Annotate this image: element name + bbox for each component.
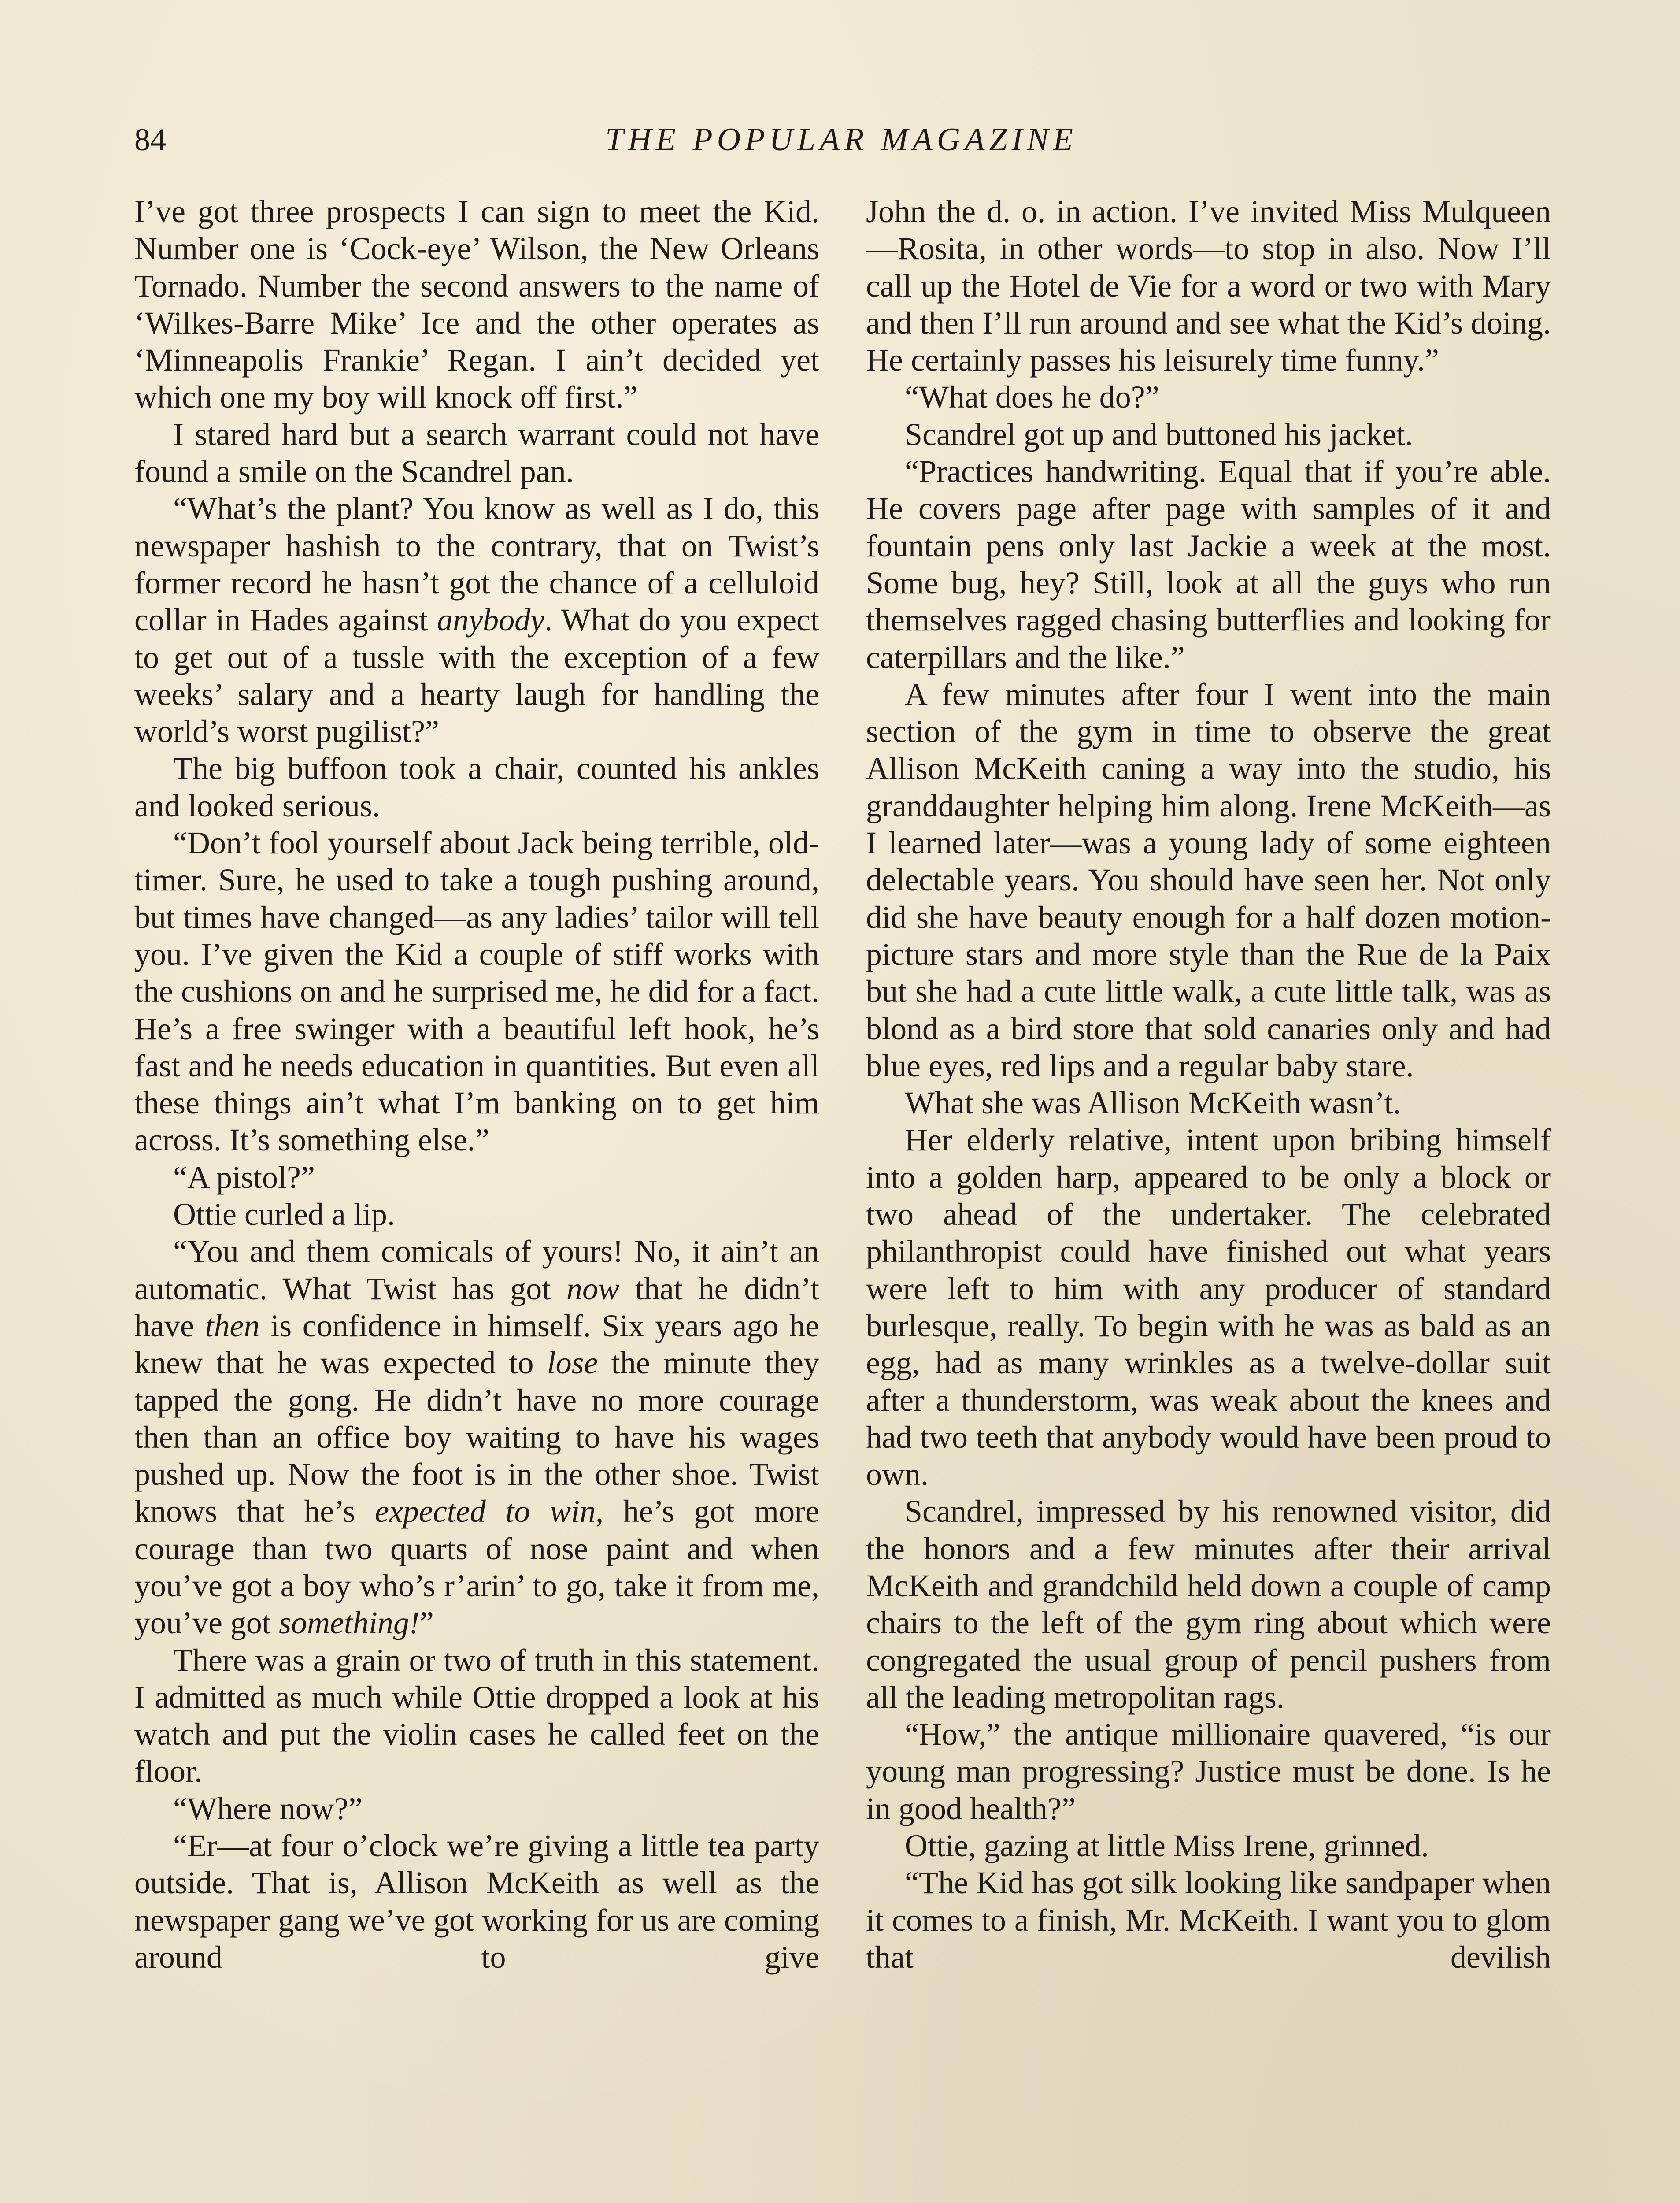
paragraph — [866, 1493, 1551, 1716]
paragraph — [866, 416, 1551, 453]
text-run: John the d. o. in action. I’ve invited Miss Mulqueen—Rosita, in other words—to stop in also. Now I’ll call up the Hotel de Vie for a word or two with Mary and then I’ll run around and see what the Kid’s doing. He certainly passes his leisurely time funny.” — [866, 194, 1551, 378]
text-run: Scandrel, impressed by his renowned visitor, did the honors and a few minutes after their arrival McKeith and grandchild held down a couple of camp chairs to the left of the gym ring about which were congregated the usual group of pencil pushers from all the leading metropolitan rags. — [866, 1494, 1551, 1715]
running-title: THE POPULAR MAGAZINE — [605, 122, 1077, 158]
paragraph — [134, 490, 819, 750]
paragraph — [134, 1790, 819, 1827]
text-run: Her elderly relative, intent upon bribing himself into a golden harp, appeared to be only a block or two ahead of the undertaker. The celebrated philanthropist could have finished out what years were left to him with any producer of standard burlesque, really. To begin with he was as bald as an egg, had as many wrinkles as a twelve-dollar suit after a thunderstorm, was weak about the knees and had two teeth that anybody would have been proud to own. — [866, 1122, 1551, 1492]
paragraph — [866, 1716, 1551, 1827]
text-run: Scandrel got up and buttoned his jacket. — [905, 416, 1413, 452]
paragraph — [134, 1642, 819, 1790]
paragraph — [134, 416, 819, 490]
paragraph — [866, 1827, 1551, 1864]
text-run: “A pistol?” — [173, 1159, 315, 1195]
text-run: “Practices handwriting. Equal that if you’re able. He covers page after page with samples of it and fountain pens only last Jackie a week at the most. Some bug, hey? Still, look at all the guys who run themselves ragged chasing butterflies and looking for caterpillars and the like.” — [866, 454, 1551, 675]
paragraph — [866, 378, 1551, 415]
text-run: “What’s the plant? You know as well as I do, this newspaper hashish to the contrary, that on Twist’s former record he hasn’t got the chance of a celluloid collar in Hades against — [134, 491, 819, 638]
paragraph — [866, 1121, 1551, 1493]
text-run: A few minutes after four I went into the main section of the gym in time to observe the great Allison McKeith caning a way into the studio, his granddaughter helping him along. Irene McKeith—as I learned later—was a young lady of some eighteen delectable years. You should have seen her. Not only did she have beauty enough for a half dozen motion-picture stars and more style than the Rue de la Paix but she had a cute little walk, a cute little talk, was as blond as a bird store that sold canaries only and had blue eyes, red lips and a regular baby stare. — [866, 676, 1551, 1083]
text-run: “Er—at four o’clock we’re giving a little tea party outside. That is, Allison McKeith as well as the newspaper gang we’ve got working for us are coming around to give — [134, 1828, 819, 1975]
italic-text-run: anybody — [437, 602, 545, 638]
text-run: “Where now?” — [173, 1791, 363, 1826]
page-header — [134, 115, 1548, 164]
paragraph — [866, 453, 1551, 676]
page-number: 84 — [134, 122, 166, 157]
italic-text-run: lose — [547, 1345, 598, 1381]
paragraph — [866, 193, 1551, 378]
text-run: . What do you expect to get out of a tussle with the exception of a few weeks’ salary and a hearty laugh for handling the world’s worst pugilist?” — [134, 602, 819, 749]
paragraph — [134, 750, 819, 824]
paragraph — [134, 1233, 819, 1641]
text-run: “The Kid has got silk looking like sandpaper when it comes to a finish, Mr. McKeith. I want you to glom that devilish — [866, 1865, 1551, 1975]
text-run: , he’s got more courage than two quarts of nose paint and when you’ve got a boy who’s r’arin’ to go, take it from me, you’ve got — [134, 1494, 819, 1641]
text-run: ” — [419, 1605, 434, 1641]
text-run: is confidence in himself. Six years ago he knew that he was expected to — [134, 1308, 820, 1381]
text-run: “What does he do?” — [905, 379, 1159, 415]
italic-text-run: something! — [278, 1605, 420, 1641]
text-run: the minute they tapped the gong. He didn’t have no more courage then than an office boy waiting to have his wages pushed up. Now the foot is in the other shoe. Twist knows that he’s — [134, 1345, 820, 1529]
text-run: “How,” the antique millionaire quavered, “is our young man progressing? Justice must be done. Is he in good health?” — [866, 1717, 1551, 1826]
paragraph — [866, 1084, 1551, 1121]
text-run: There was a grain or two of truth in this statement. I admitted as much while Ottie dropped a look at his watch and put the violin cases he called feet on the floor. — [134, 1642, 819, 1789]
text-run: What she was Allison McKeith wasn’t. — [905, 1085, 1401, 1121]
italic-text-run: then — [205, 1308, 260, 1343]
paragraph — [134, 1827, 819, 1976]
text-run: “You and them comicals of yours! No, it ain’t an automatic. What Twist has got — [134, 1234, 819, 1306]
right-text-column — [866, 193, 1551, 1976]
paragraph — [134, 1159, 819, 1196]
text-run: Ottie curled a lip. — [173, 1197, 395, 1232]
text-run: Ottie, gazing at little Miss Irene, grinned. — [905, 1828, 1429, 1864]
text-run: “Don’t fool yourself about Jack being terrible, old-timer. Sure, he used to take a tough pushing around, but times have changed—as any ladies’ tailor will tell you. I’ve given the Kid a couple of stiff works with the cushions on and he surprised me, he did for a fact. He’s a free swinger with a beautiful left hook, he’s fast and he needs education in quantities. But even all these things ain’t what I’m banking on to get him across. It’s something else.” — [134, 825, 819, 1158]
paragraph — [134, 824, 819, 1159]
paragraph — [866, 1864, 1551, 1976]
left-text-column — [134, 193, 819, 1976]
text-run: The big buffoon took a chair, counted his ankles and looked serious. — [134, 751, 819, 823]
text-run: I’ve got three prospects I can sign to meet the Kid. Number one is ‘Cock-eye’ Wilson, the New Orleans Tornado. Number the second answers to the name of ‘Wilkes-Barre Mike’ Ice and the other operates as ‘Minneapolis Frankie’ Regan. I ain’t decided yet which one my boy will knock off first.” — [134, 194, 819, 415]
text-run: that he didn’t have — [134, 1271, 819, 1343]
paragraph — [866, 676, 1551, 1084]
italic-text-run: expected to win — [374, 1494, 596, 1529]
text-run: I stared hard but a search warrant could not have found a smile on the Scandrel pan. — [134, 416, 819, 490]
italic-text-run: now — [566, 1271, 620, 1306]
paragraph — [134, 1196, 819, 1233]
paragraph — [134, 193, 819, 416]
